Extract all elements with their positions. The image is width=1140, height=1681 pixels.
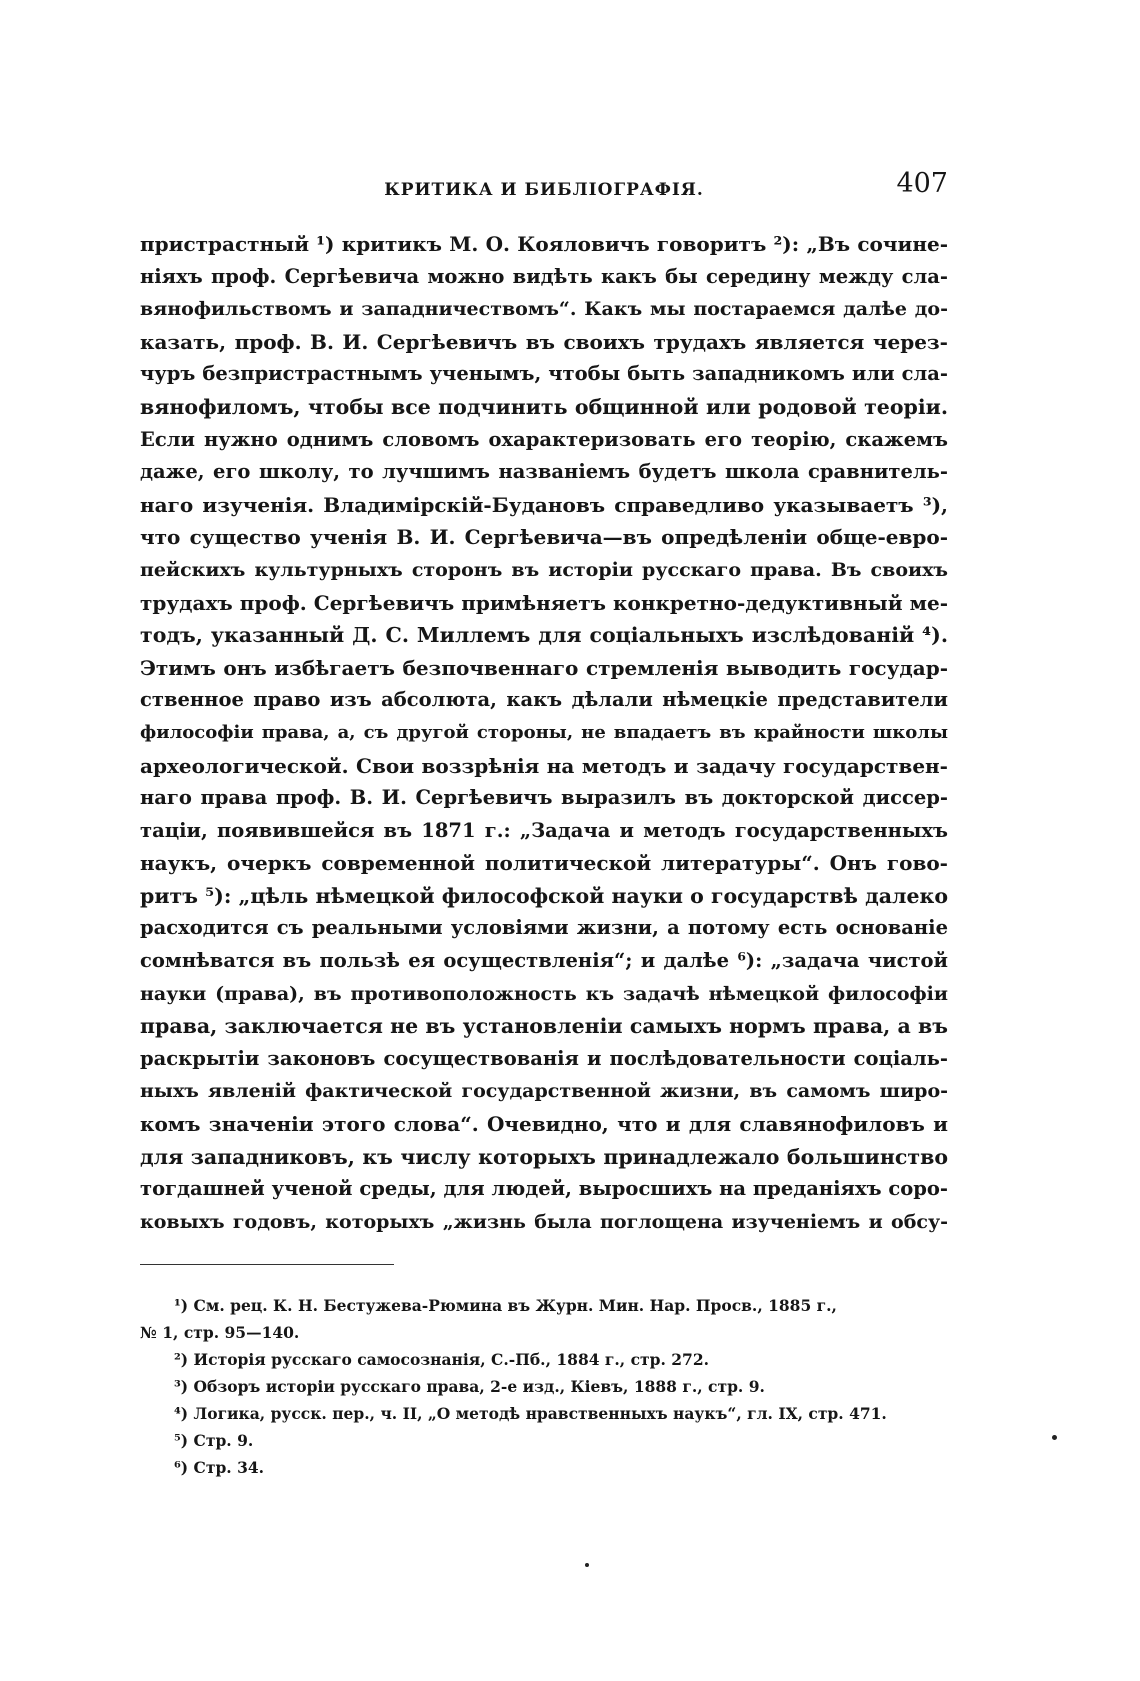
text-line: науки (права), въ противоположность къ задачѣ нѣмецкой философіи: [140, 982, 948, 1005]
footnote: ⁶) Стр. 34.: [174, 1458, 265, 1477]
text-line: тогдашней ученой среды, для людей, выросшихъ на преданіяхъ соро-: [140, 1177, 948, 1201]
text-line: трудахъ проф. Сергѣевичъ примѣняетъ конкретно-дедуктивный ме-: [140, 590, 948, 615]
footnote-continuation: № 1, стр. 95—140.: [140, 1323, 300, 1342]
text-line: тодъ, указанный Д. С. Миллемъ для соціальныхъ изслѣдованій ⁴).: [140, 623, 948, 648]
text-line: наго изученія. Владимірскій-Будановъ справедливо указываетъ ³),: [140, 492, 948, 517]
text-line: Этимъ онъ избѣгаетъ безпочвеннаго стремленія выводить государ-: [140, 655, 948, 680]
footnote: ⁵) Стр. 9.: [174, 1431, 254, 1450]
text-line: археологической. Свои воззрѣнія на методъ и задачу государствен-: [140, 753, 948, 778]
footnote-divider: [140, 1264, 394, 1265]
text-line: расходится съ реальными условіями жизни, а потому есть основаніе: [140, 916, 948, 940]
text-line: ственное право изъ абсолюта, какъ дѣлали нѣмецкіе представители: [140, 688, 948, 712]
footnote: ²) Исторія русскаго самосознанія, С.-Пб., 1884 г., стр. 272.: [174, 1350, 710, 1369]
text-line: сомнѣватся въ пользѣ ея осуществленія“; и далѣе ⁶): „задача чистой: [140, 949, 948, 973]
text-line: наго права проф. В. И. Сергѣевичъ выразилъ въ докторской диссер-: [140, 786, 948, 810]
footnote: ³) Обзоръ исторіи русскаго права, 2-е изд., Кіевъ, 1888 г., стр. 9.: [174, 1377, 765, 1396]
text-line: казать, проф. В. И. Сергѣевичъ въ своихъ трудахъ является через-: [140, 329, 948, 354]
scan-speck: [1052, 1435, 1057, 1440]
text-line: что существо ученія В. И. Сергѣевича—въ опредѣленіи обще-евро-: [140, 525, 948, 550]
text-line: ковыхъ годовъ, которыхъ „жизнь была поглощена изученіемъ и обсу-: [140, 1210, 948, 1233]
text-line: права, заключается не въ установленіи самыхъ нормъ права, а въ: [140, 1014, 948, 1039]
text-line: ныхъ явленій фактической государственной жизни, въ самомъ широ-: [140, 1080, 948, 1103]
text-line: вянофиломъ, чтобы все подчинить общинной или родовой теоріи.: [140, 394, 948, 419]
scan-speck: [585, 1563, 589, 1567]
section-title: КРИТИКА И БИБЛІОГРАФІЯ.: [384, 180, 704, 200]
page-number: 407: [896, 168, 948, 199]
text-line: наукъ, очеркъ современной политической литературы“. Онъ гово-: [140, 851, 948, 876]
running-header: [140, 168, 948, 208]
text-line: таціи, появившейся въ 1871 г.: „Задача и методъ государственныхъ: [140, 818, 948, 842]
text-line: комъ значеніи этого слова“. Очевидно, что и для славянофиловъ и: [140, 1112, 948, 1137]
text-line: вянофильствомъ и западничествомъ“. Какъ мы постараемся далѣе до-: [140, 298, 948, 321]
text-line: ритъ ⁵): „цѣль нѣмецкой философской науки о государствѣ далеко: [140, 883, 948, 908]
footnote: ¹) См. рец. К. Н. Бестужева-Рюмина въ Журн. Мин. Нар. Просв., 1885 г.,: [174, 1296, 837, 1315]
text-line: ніяхъ проф. Сергѣевича можно видѣть какъ бы середину между сла-: [140, 264, 948, 288]
text-line: Если нужно однимъ словомъ охарактеризовать его теорію, скажемъ: [140, 427, 948, 451]
text-line: раскрытіи законовъ сосуществованія и послѣдовательности соціаль-: [140, 1046, 948, 1070]
text-line: чуръ безпристрастнымъ ученымъ, чтобы быть западникомъ или сла-: [140, 362, 948, 386]
text-line: даже, его школу, то лучшимъ названіемъ будетъ школа сравнитель-: [140, 460, 948, 484]
footnotes: [140, 1292, 948, 1481]
text-line: для западниковъ, къ числу которыхъ принадлежало большинство: [140, 1144, 948, 1169]
main-text: [140, 228, 948, 1238]
footnote: ⁴) Логика, русск. пер., ч. II, „О методѣ нравственныхъ наукъ“, гл. IX, стр. 471.: [174, 1404, 887, 1423]
text-line: пейскихъ культурныхъ сторонъ въ исторіи русскаго права. Въ своихъ: [140, 558, 948, 581]
text-line: пристрастный ¹) критикъ М. О. Кояловичъ говоритъ ²): „Въ сочине-: [140, 232, 948, 256]
text-line: философіи права, а, съ другой стороны, не впадаетъ въ крайности школы: [140, 721, 948, 743]
